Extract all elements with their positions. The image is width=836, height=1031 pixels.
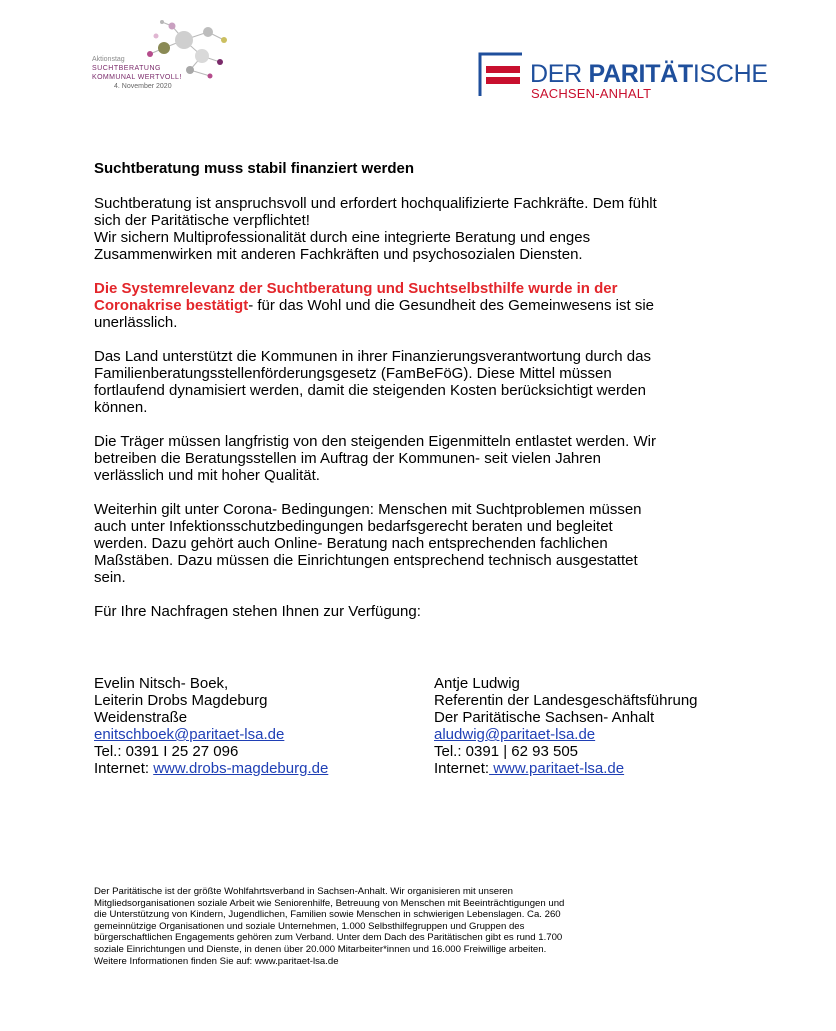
contact-name: Antje Ludwig: [434, 675, 520, 692]
contact-left: [94, 675, 328, 777]
footer-line: die Unterstützung von Kindern, Jugendlichen, Familien sowie Menschen in schwierigen Lebenslagen. Ca. 260: [94, 909, 561, 921]
paragraph-2-highlight-end: Coronakrise bestätigt: [94, 297, 249, 314]
paragraph-5-line: werden. Dazu gehört auch Online- Beratung nach entsprechenden fachlichen: [94, 535, 608, 552]
footer-line: Weitere Informationen finden Sie auf: www.paritaet-lsa.de: [94, 955, 339, 967]
event-logo: [92, 18, 242, 108]
paragraph-1-line: sich der Paritätische verpflichtet!: [94, 212, 310, 229]
event-logo-line3: KOMMUNAL WERTVOLL!: [92, 74, 182, 81]
paragraph-3-line: können.: [94, 399, 148, 416]
brand-subtitle: SACHSEN-ANHALT: [531, 86, 652, 101]
paragraph-5: [94, 501, 754, 586]
paragraph-5-line: Weiterhin gilt unter Corona- Bedingungen: Menschen mit Suchtproblemen müssen: [94, 501, 642, 518]
paragraph-4-line: Die Träger müssen langfristig von den steigenden Eigenmitteln entlastet werden. Wir: [94, 433, 656, 450]
paragraph-3-line: Familienberatungsstellenförderungsgesetz (FamBeFöG). Diese Mittel müssen: [94, 365, 612, 382]
contact-email-link[interactable]: aludwig@paritaet-lsa.de: [434, 726, 596, 743]
contact-internet: [94, 760, 328, 777]
paritaetische-logo: [478, 46, 778, 102]
paragraph-2-line: unerlässlich.: [94, 314, 178, 331]
brand-name-bold: PARITÄT: [588, 60, 693, 88]
paragraph-5-line: auch unter Infektionsschutzbedingungen bedarfsgerecht beraten und begleitet: [94, 518, 613, 535]
paragraph-2-rest: - für das Wohl und die Gesundheit des Gemeinwesens ist sie: [248, 297, 654, 314]
contact-internet: [434, 760, 698, 777]
contact-internet-label: Internet:: [94, 760, 154, 777]
contact-role: Leiterin Drobs Magdeburg: [94, 692, 268, 709]
paritaetische-mark-icon: [478, 52, 522, 97]
paragraph-2-line: [94, 297, 754, 314]
paragraph-2-highlight: Die Systemrelevanz der Suchtberatung und Suchtselbsthilfe wurde in der: [94, 280, 618, 297]
page-title: Suchtberatung muss stabil finanziert werden: [94, 160, 415, 177]
contact-website-link[interactable]: www.drobs-magdeburg.de: [153, 760, 329, 777]
brand-name: [530, 60, 768, 88]
event-logo-line2: SUCHTBERATUNG: [92, 65, 161, 72]
paragraph-1-line: Suchtberatung ist anspruchsvoll und erfordert hochqualifizierte Fachkräfte. Dem fühlt: [94, 195, 657, 212]
paragraph-3-line: Das Land unterstützt die Kommunen in ihrer Finanzierungsverantwortung durch das: [94, 348, 651, 365]
footer-line: bürgerschaftlichen Engagements gehören zum Verband. Unter dem Dach des Paritätischen gibt es rund 1.700: [94, 932, 563, 944]
footer-line: Der Paritätische ist der größte Wohlfahrtsverband in Sachsen-Anhalt. Wir organisieren mit unseren: [94, 886, 513, 897]
contact-website-link[interactable]: www.paritaet-lsa.de: [489, 760, 625, 777]
footer-line: soziale Einrichtungen und Dienste, in denen über 20.000 Mitarbeiter*innen und 16.000 Freiwillige arbeiten.: [94, 943, 547, 955]
contact-address: Weidenstraße: [94, 709, 188, 726]
footer-line: gemeinnützige Organisationen und soziale Unternehmen, 1.000 Selbsthilfegruppen und Gruppen des: [94, 920, 525, 932]
event-logo-line1: Aktionstag: [92, 56, 125, 63]
contact-internet-label: Internet:: [434, 760, 490, 777]
paragraph-2: [94, 280, 754, 331]
paragraph-4-line: verlässlich und mit hoher Qualität.: [94, 467, 320, 484]
contact-organization: Der Paritätische Sachsen- Anhalt: [434, 709, 655, 726]
paragraph-3: [94, 348, 754, 416]
paragraph-3-line: fortlaufend dynamisiert werden, damit die steigenden Kosten berücksichtigt werden: [94, 382, 646, 399]
paragraph-4-line: betreiben die Beratungsstellen im Auftrag der Kommunen- seit vielen Jahren: [94, 450, 601, 467]
brand-name-part2: ISCHE: [692, 60, 768, 88]
paragraph-1: [94, 195, 754, 263]
brand-name-part1: DER: [530, 60, 589, 88]
paragraph-5-line: sein.: [94, 569, 126, 586]
contact-name: Evelin Nitsch- Boek,: [94, 675, 229, 692]
contact-email-link[interactable]: enitschboek@paritaet-lsa.de: [94, 726, 285, 743]
footer-line: Mitgliedsorganisationen soziale Arbeit wie Seniorenhilfe, Betreuung von Menschen mit Beeinträchtigungen und: [94, 897, 565, 909]
event-logo-line4: 4. November 2020: [114, 83, 172, 90]
paragraph-4: [94, 433, 754, 484]
event-logo-text: [92, 55, 182, 91]
contact-right: [434, 675, 698, 777]
paragraph-5-line: Maßstäben. Dazu müssen die Einrichtungen entsprechend technisch ausgestattet: [94, 552, 638, 569]
paragraph-1-line: Zusammenwirken mit anderen Fachkräften und psychosozialen Diensten.: [94, 246, 583, 263]
paragraph-6: Für Ihre Nachfragen stehen Ihnen zur Verfügung:: [94, 603, 421, 620]
contact-role: Referentin der Landesgeschäftsführung: [434, 692, 698, 709]
document-body: [94, 160, 754, 637]
contact-phone: Tel.: 0391 I 25 27 096: [94, 743, 239, 760]
contact-phone: Tel.: 0391 | 62 93 505: [434, 743, 579, 760]
paragraph-1-line: Wir sichern Multiprofessionalität durch eine integrierte Beratung und enges: [94, 229, 591, 246]
footer-text: [94, 886, 744, 967]
